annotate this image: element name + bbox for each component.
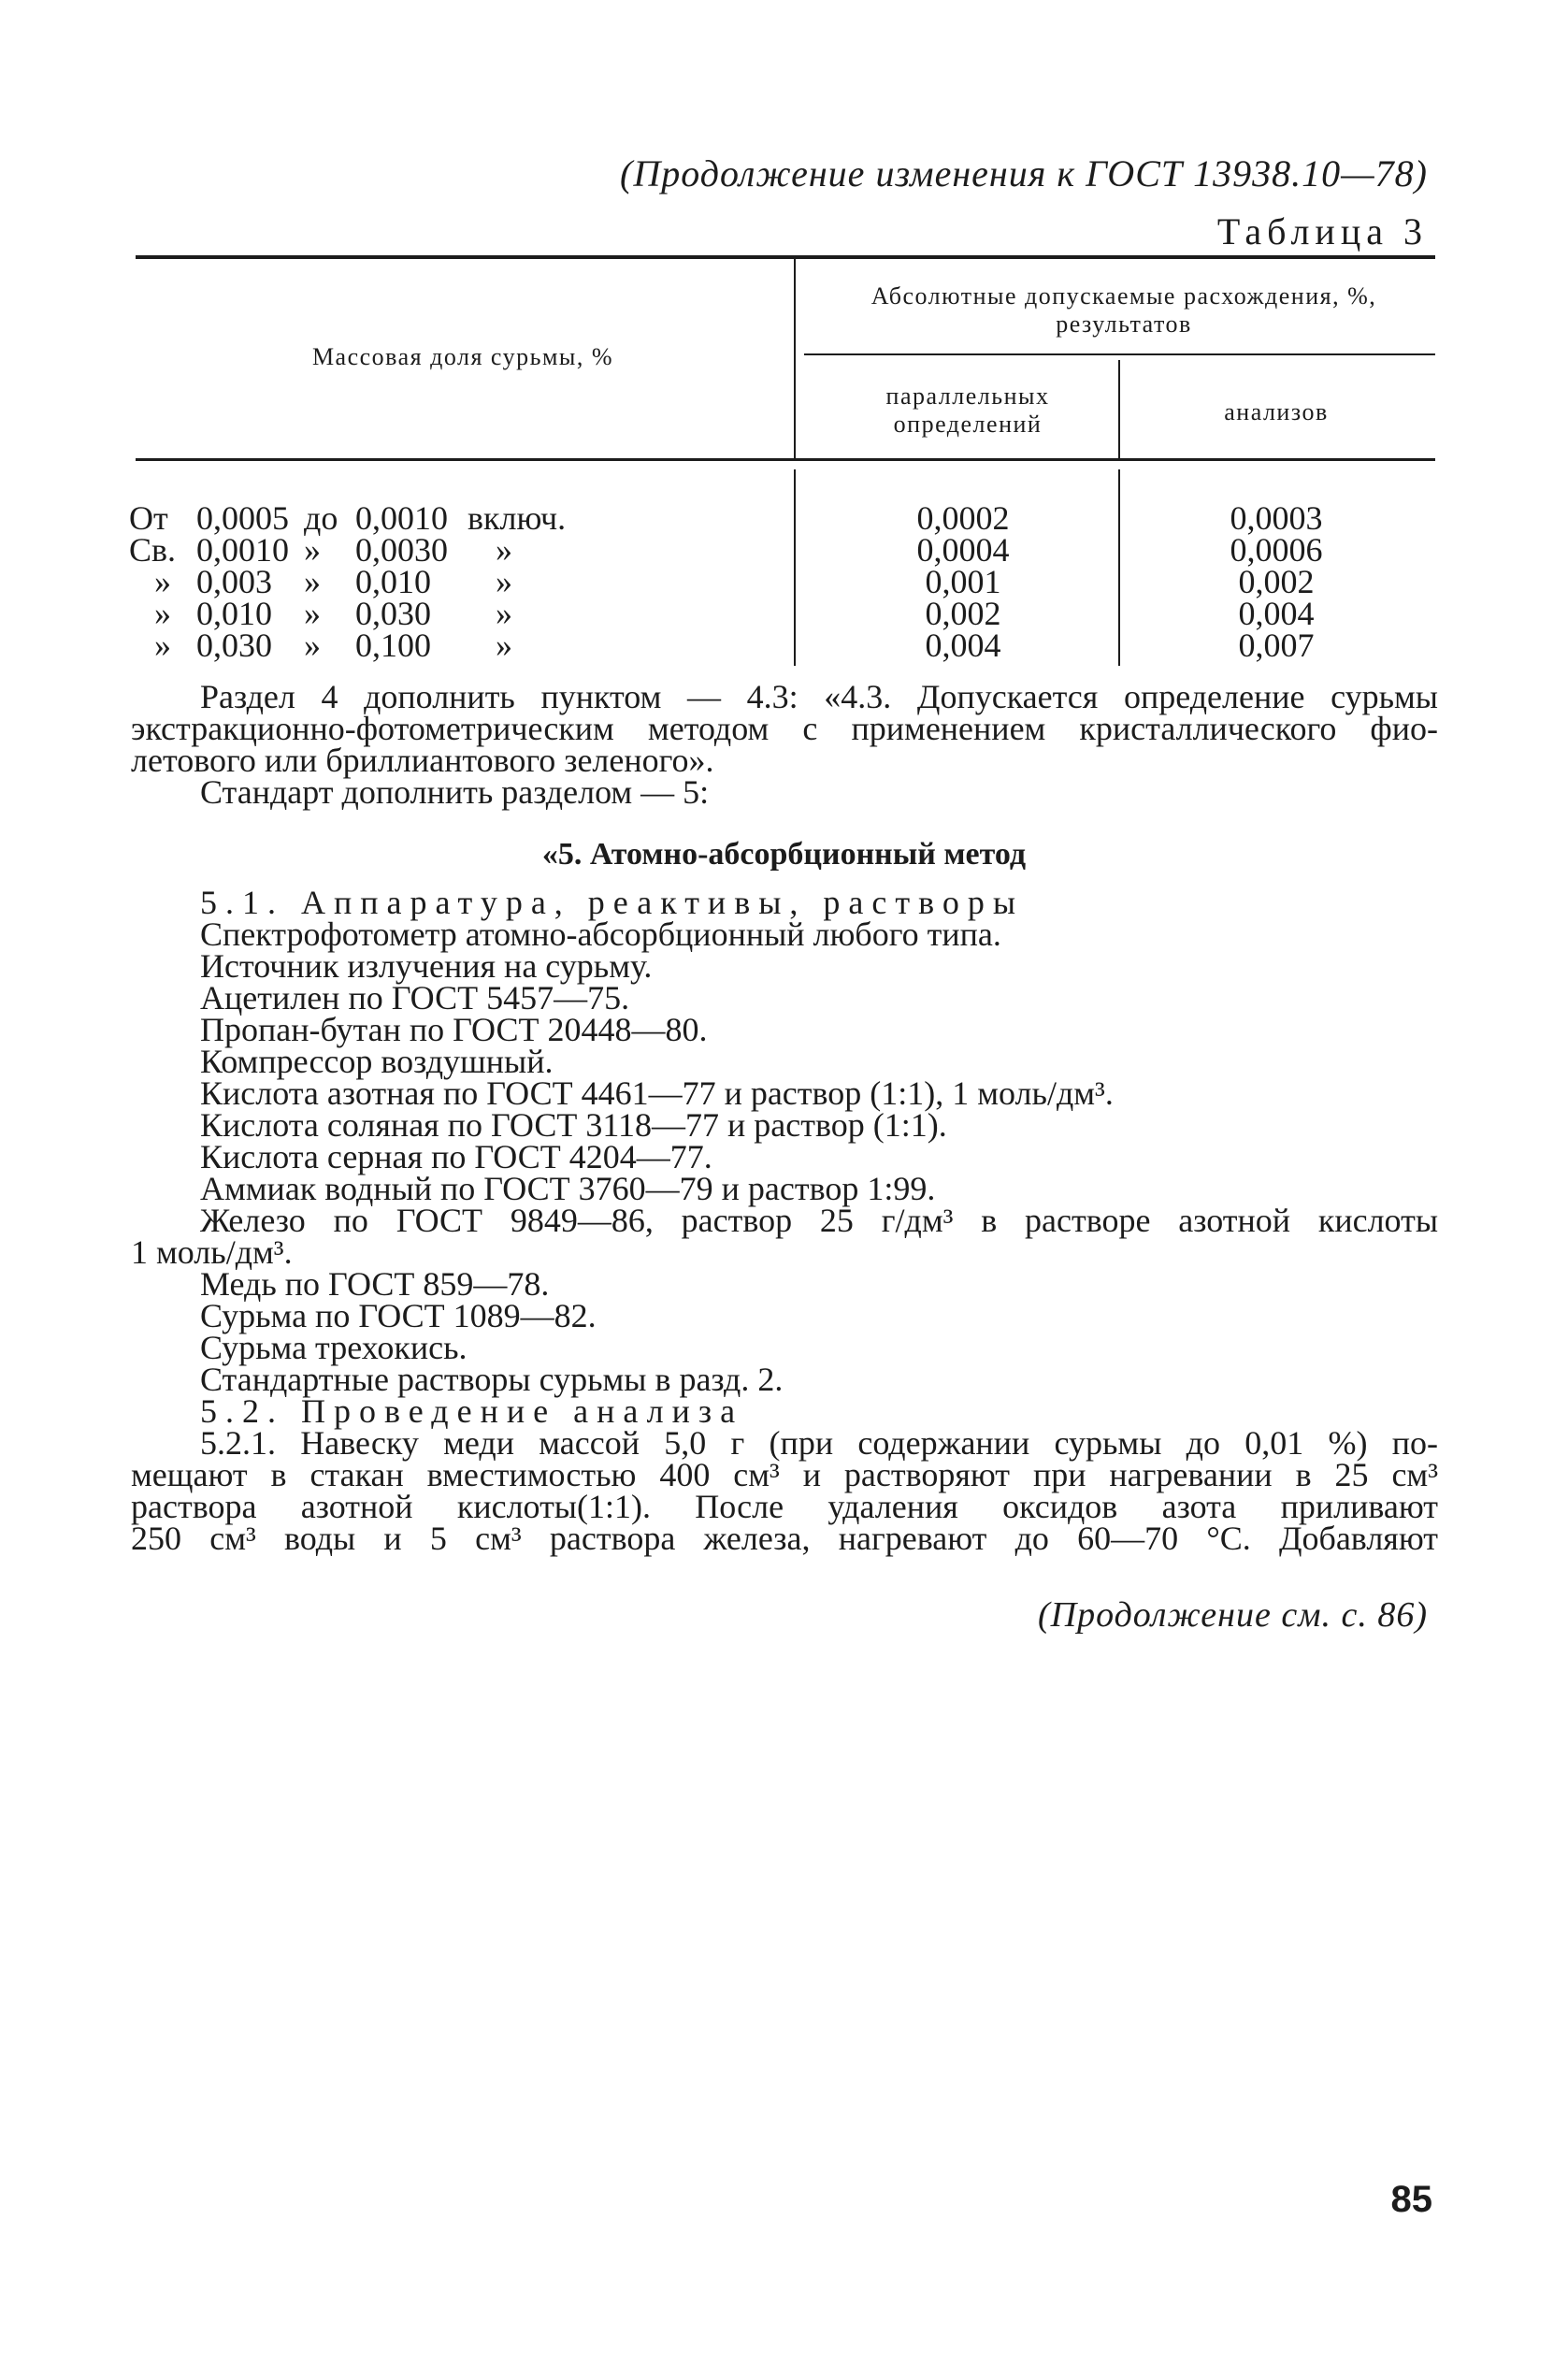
list-item: Компрессор воздушный.	[200, 1043, 554, 1080]
table-row-3-analyses: 0,002	[1238, 563, 1315, 600]
list-item: 1 моль/дм³.	[131, 1233, 293, 1271]
table-row-1-analyses: 0,0003	[1230, 499, 1323, 537]
list-item: Кислота азотная по ГОСТ 4461—77 и раствор (1:1), 1 моль/дм³.	[200, 1074, 1114, 1112]
paragraph-line: летового или бриллиантового зеленого».	[131, 742, 714, 779]
list-item: Спектрофотометр атомно-абсорбционный любого типа.	[200, 915, 1001, 953]
section-5-body	[131, 884, 1438, 1557]
table-row-2-analyses: 0,0006	[1230, 531, 1323, 569]
table-subheader-rule	[804, 353, 1435, 355]
table-row-3-parallel: 0,001	[925, 563, 1001, 600]
table-row-5-parallel: 0,004	[925, 627, 1001, 664]
list-item: Источник излучения на сурьму.	[200, 947, 653, 985]
table-col-divider-header	[794, 259, 796, 458]
table-row-3-range: » 0,003 » 0,010 »	[154, 563, 512, 600]
table-row-5-analyses: 0,007	[1238, 627, 1315, 664]
list-item: Стандартные растворы сурьмы в разд. 2.	[200, 1361, 784, 1398]
col-header-analyses: анализов	[1224, 398, 1329, 425]
paragraph-line: Раздел 4 дополнить пунктом — 4.3: «4.3. Допускается определение сурьмы	[200, 678, 1438, 715]
table-row-1-range: От 0,0005 до 0,0010 включ.	[129, 499, 567, 537]
paragraph-line: раствора азотной кислоты(1:1). После удаления оксидов азота приливают	[131, 1488, 1438, 1525]
subsection-heading: 5.2. Проведение анализа	[200, 1392, 744, 1430]
list-item: Аммиак водный по ГОСТ 3760—79 и раствор 1:99.	[200, 1170, 936, 1207]
table-row-2-parallel: 0,0004	[916, 531, 1010, 569]
amendment-paragraphs	[131, 678, 1438, 811]
subsection-heading: 5.1. Аппаратура, реактивы, растворы	[200, 884, 1025, 921]
table-row-5-range: » 0,030 » 0,100 »	[154, 627, 512, 664]
table-row-2-range: Св. 0,0010 » 0,0030 »	[129, 531, 512, 569]
table-row-4-analyses: 0,004	[1238, 595, 1315, 632]
table-row-4-range: » 0,010 » 0,030 »	[154, 595, 512, 632]
col-header-parallel: параллельных определений	[885, 382, 1050, 438]
col-header-absolute-discrepancy: Абсолютные допускаемые расхождения, %, результатов	[870, 282, 1377, 338]
page-number: 85	[1390, 2179, 1432, 2220]
list-item: Кислота соляная по ГОСТ 3118—77 и раствор (1:1).	[200, 1106, 947, 1144]
table-subcol-divider-body	[1118, 469, 1120, 666]
list-item: Кислота серная по ГОСТ 4204—77.	[200, 1138, 712, 1175]
list-item: Сурьма трехокись.	[200, 1329, 468, 1366]
table-subcol-divider-header	[1118, 360, 1120, 458]
continuation-footer: (Продолжение см. с. 86)	[1037, 1595, 1428, 1635]
continuation-header: (Продолжение изменения к ГОСТ 13938.10—78)	[620, 152, 1428, 195]
paragraph-line: Стандарт дополнить разделом — 5:	[200, 773, 710, 811]
list-item: Медь по ГОСТ 859—78.	[200, 1265, 550, 1303]
table-top-rule	[136, 255, 1435, 259]
list-item: Ацетилен по ГОСТ 5457—75.	[200, 979, 630, 1016]
paragraph-line: 250 см³ воды и 5 см³ раствора железа, нагревают до 60—70 °С. Добавляют	[131, 1520, 1438, 1557]
list-item: Пропан-бутан по ГОСТ 20448—80.	[200, 1011, 708, 1048]
list-item: Сурьма по ГОСТ 1089—82.	[200, 1297, 597, 1334]
col-header-mass-fraction: Массовая доля сурьмы, %	[311, 343, 614, 370]
paragraph-line: экстракционно-фотометрическим методом с применением кристаллического фио-	[131, 710, 1438, 747]
table-row-4-parallel: 0,002	[925, 595, 1001, 632]
table-header-rule	[136, 458, 1435, 461]
table-label: Таблица 3	[1216, 210, 1428, 252]
table-col-divider-body	[794, 469, 796, 666]
section-title: «5. Атомно-абсорбционный метод	[541, 837, 1027, 872]
paragraph-line: 5.2.1. Навеску меди массой 5,0 г (при содержании сурьмы до 0,01 %) по-	[200, 1424, 1438, 1462]
list-item: Железо по ГОСТ 9849—86, раствор 25 г/дм³ в растворе азотной кислоты	[200, 1202, 1438, 1239]
paragraph-line: мещают в стакан вместимостью 400 см³ и растворяют при нагревании в 25 см³	[131, 1456, 1438, 1493]
table-row-1-parallel: 0,0002	[916, 499, 1010, 537]
